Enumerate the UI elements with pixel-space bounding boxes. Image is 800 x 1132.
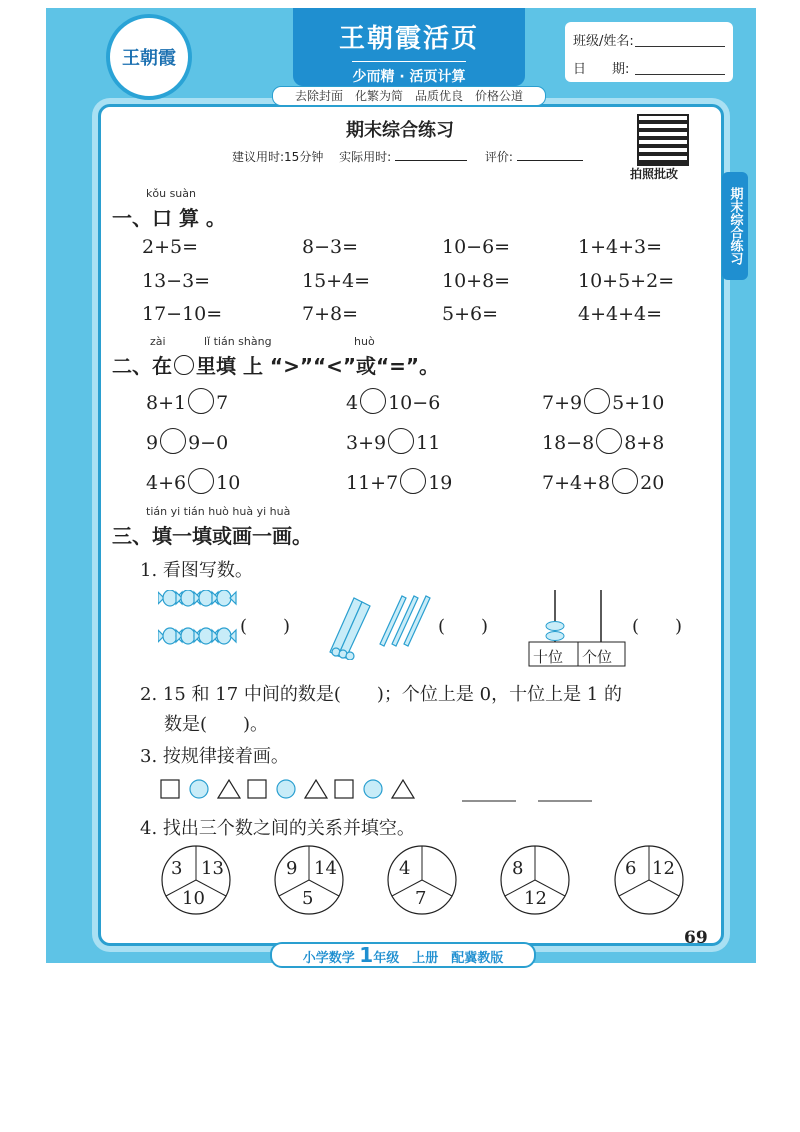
abacus-tens-label: 十位	[533, 648, 564, 666]
name-box	[565, 22, 733, 82]
math-item: 8−3=	[302, 236, 359, 258]
date-label: 日 期:	[573, 62, 630, 77]
question-1: 1. 看图写数。	[140, 560, 253, 581]
section2-title	[112, 350, 439, 379]
math-item: 10−6=	[442, 236, 511, 258]
compare-item: 7+4+8 20	[542, 468, 664, 494]
answer-circle[interactable]	[584, 388, 610, 414]
question-4: 4. 找出三个数之间的关系并填空。	[140, 818, 415, 839]
rating-field[interactable]	[517, 160, 583, 161]
actual-time-label: 实际用时:	[339, 150, 392, 164]
answer-paren[interactable]: ( )	[240, 616, 291, 637]
triangle-icon	[392, 780, 414, 798]
triangle-icon	[218, 780, 240, 798]
circle-icon	[277, 780, 295, 798]
answer-circle[interactable]	[160, 428, 186, 454]
wheel-number[interactable]: 3	[171, 858, 183, 879]
compare-item: 3+9 11	[346, 428, 440, 454]
math-item: 10+5+2=	[578, 270, 675, 292]
pinyin-kousuan: kǒu suàn	[146, 187, 196, 200]
footer-badge	[270, 942, 536, 968]
footer-grade-rest: 年级 上册 配冀教版	[373, 951, 504, 966]
class-name-field[interactable]	[635, 46, 725, 47]
answer-circle[interactable]	[596, 428, 622, 454]
square-icon	[161, 780, 179, 798]
section1-title: 一、口 算 。	[112, 206, 226, 230]
abacus-bead-icon	[546, 632, 564, 641]
section2-title-b: 里填 上 “>”“<”或“=”。	[196, 354, 440, 378]
wheel-number[interactable]: 12	[524, 888, 547, 909]
circle-icon	[190, 780, 208, 798]
math-item: 1+4+3=	[578, 236, 663, 258]
math-item: 13−3=	[142, 270, 211, 292]
answer-circle[interactable]	[360, 388, 386, 414]
answer-circle[interactable]	[388, 428, 414, 454]
class-name-label: 班级/姓名:	[573, 34, 634, 49]
abacus-ones-label: 个位	[582, 648, 613, 666]
math-item: 2+5=	[142, 236, 199, 258]
brand-name: 王朝霞活页	[338, 24, 479, 54]
compare-item: 4+6 10	[146, 468, 240, 494]
abacus-bead-icon	[546, 622, 564, 631]
square-icon	[248, 780, 266, 798]
pattern-row	[160, 778, 600, 804]
math-item: 4+4+4=	[578, 303, 663, 325]
math-item: 7+8=	[302, 303, 359, 325]
math-item: 10+8=	[442, 270, 511, 292]
wheel-number[interactable]: 7	[415, 888, 427, 909]
pinyin-litianshang: lǐ tián shàng	[204, 335, 272, 348]
qr-code[interactable]	[637, 114, 689, 166]
suggested-time: 建议用时:15分钟	[232, 150, 324, 164]
compare-item: 9 9−0	[146, 428, 228, 454]
wheel-number[interactable]: 4	[399, 858, 411, 879]
actual-time-field[interactable]	[395, 160, 467, 161]
answer-circle[interactable]	[612, 468, 638, 494]
math-item: 17−10=	[142, 303, 223, 325]
candy-picture	[158, 590, 238, 662]
wheel-number[interactable]: 13	[201, 858, 224, 879]
rating-label: 评价:	[484, 150, 513, 164]
circle-icon	[174, 355, 194, 375]
page-number: 69	[684, 928, 708, 948]
answer-circle[interactable]	[400, 468, 426, 494]
slogan: 去除封面 化繁为简 品质优良 价格公道	[272, 86, 546, 106]
answer-paren[interactable]: ( )	[438, 616, 489, 637]
wheel-number[interactable]: 5	[302, 888, 314, 909]
brand-tagline: 少而精 · 活页计算	[352, 61, 465, 86]
wheel-number[interactable]: 12	[652, 858, 675, 879]
question-2-line2: 数是( )。	[164, 714, 269, 735]
wheel-number[interactable]: 10	[182, 888, 205, 909]
pinyin-huo: huò	[354, 335, 375, 348]
brand-banner	[293, 8, 525, 86]
pinyin-zai: zài	[150, 335, 166, 348]
compare-item: 18−8 8+8	[542, 428, 664, 454]
answer-paren[interactable]: ( )	[632, 616, 683, 637]
compare-item: 4 10−6	[346, 388, 440, 414]
qr-label: 拍照批改	[630, 167, 679, 181]
triangle-icon	[305, 780, 327, 798]
date-field[interactable]	[635, 74, 725, 75]
footer-grade-number: 1	[359, 943, 374, 967]
page-title: 期末综合练习	[346, 120, 454, 141]
wheel-number[interactable]: 6	[625, 858, 637, 879]
compare-item: 11+7 19	[346, 468, 452, 494]
candy-icon	[212, 628, 236, 644]
square-icon	[335, 780, 353, 798]
math-item: 5+6=	[442, 303, 499, 325]
compare-item: 7+9 5+10	[542, 388, 664, 414]
question-2-line1: 2. 15 和 17 中间的数是( )；个位上是 0，十位上是 1 的	[140, 684, 622, 705]
answer-circle[interactable]	[188, 468, 214, 494]
compare-item: 8+1 7	[146, 388, 228, 414]
sticks-picture	[326, 594, 436, 660]
wheel-number[interactable]: 14	[314, 858, 337, 879]
wheel-number[interactable]: 8	[512, 858, 524, 879]
math-item: 15+4=	[302, 270, 371, 292]
circle-icon	[364, 780, 382, 798]
section3-title: 三、填一填或画一画。	[112, 524, 312, 548]
candy-icon	[212, 590, 236, 606]
answer-circle[interactable]	[188, 388, 214, 414]
question-3: 3. 按规律接着画。	[140, 746, 289, 767]
pinyin-section3: tián yi tián huò huà yi huà	[146, 505, 291, 518]
number-wheel	[613, 844, 685, 916]
wheel-number[interactable]: 9	[286, 858, 298, 879]
section2-title-a: 二、在	[112, 354, 172, 378]
timing-row	[232, 148, 583, 165]
brand-logo: 王朝霞	[106, 14, 192, 100]
side-tab: 期末综合练习	[722, 172, 748, 280]
footer-subject: 小学数学	[302, 951, 355, 966]
